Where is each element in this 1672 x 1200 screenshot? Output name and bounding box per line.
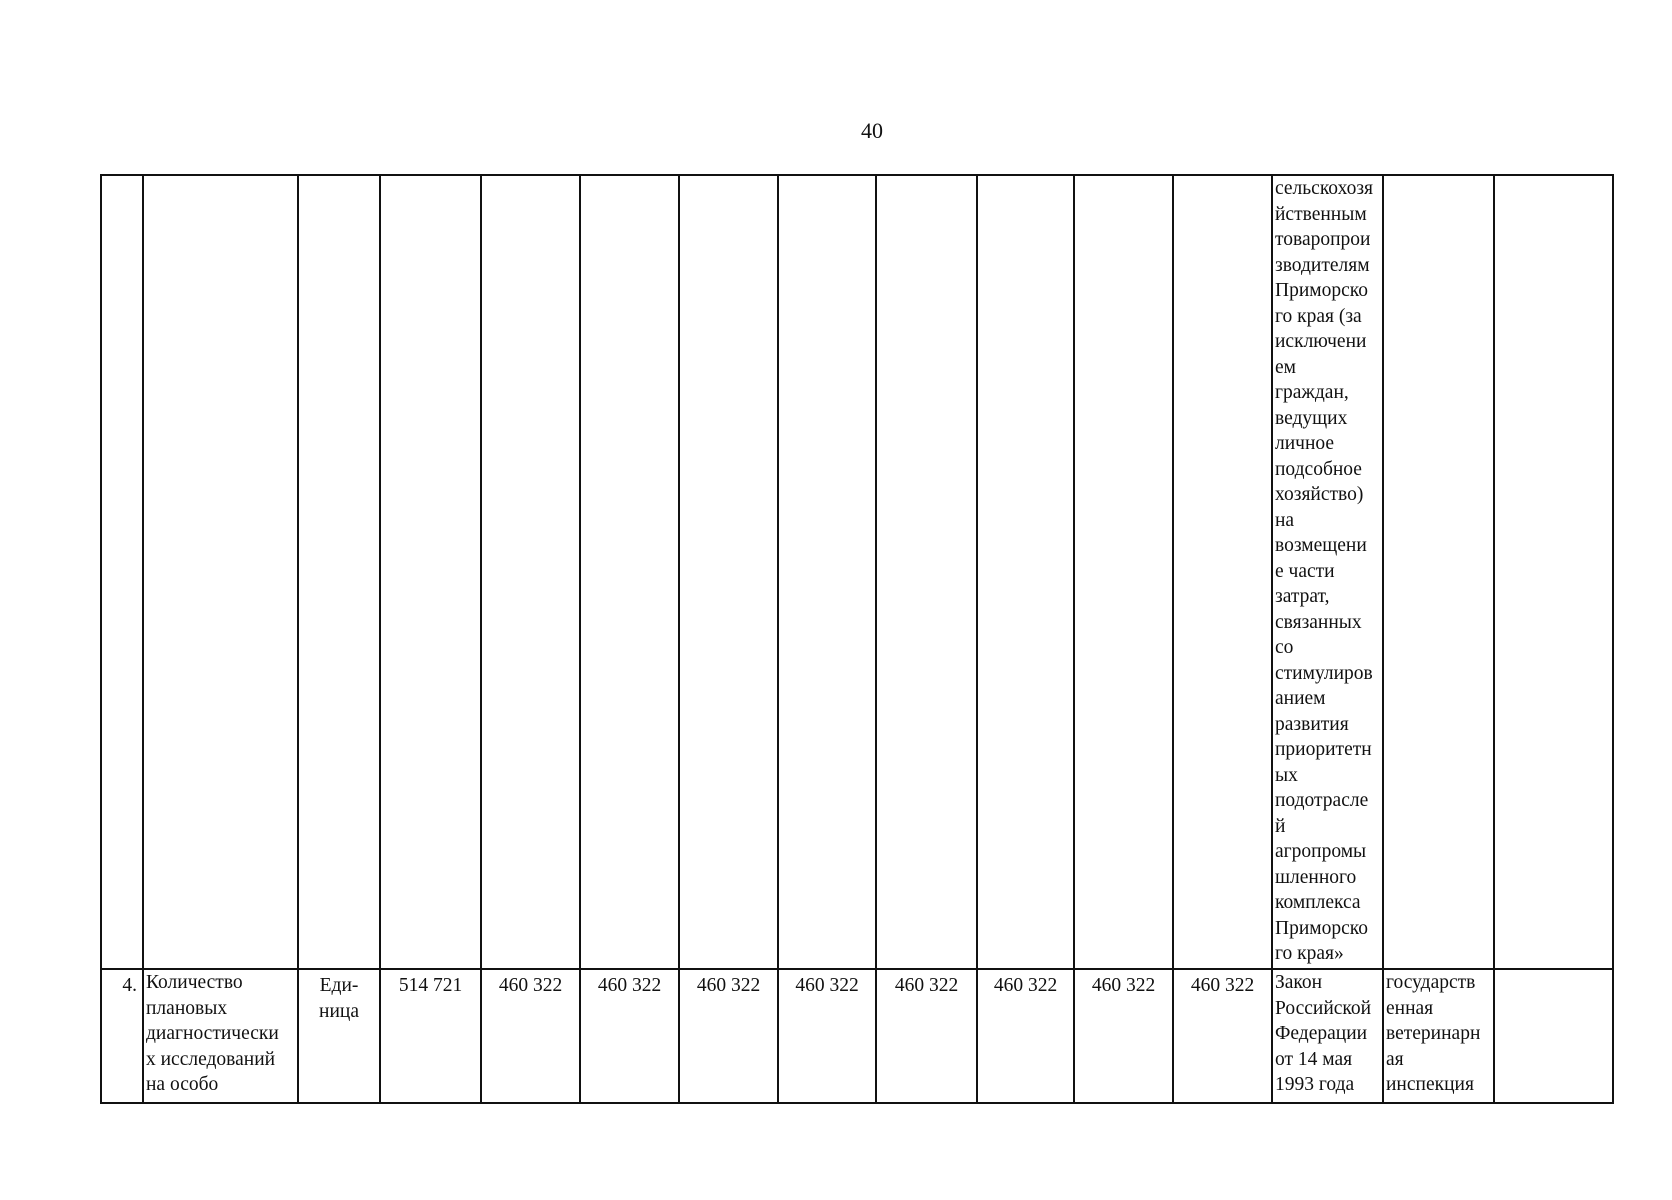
continuation-row	[101, 175, 1613, 969]
cell-unit	[298, 969, 380, 1103]
cell-value-empty	[481, 175, 580, 969]
cell-value: 460 322	[977, 969, 1074, 1103]
cell-unit-empty	[298, 175, 380, 969]
cell-indicator-empty	[143, 175, 298, 969]
cell-value: 460 322	[876, 969, 977, 1103]
text-line: инспекция	[1386, 1074, 1474, 1095]
text-line: Федерации	[1275, 1023, 1368, 1044]
text-line: товаропрои	[1275, 229, 1371, 250]
cell-value: 460 322	[580, 969, 679, 1103]
cell-value: 460 322	[778, 969, 876, 1103]
text-line: исключени	[1275, 331, 1367, 352]
text-line: подотрасле	[1275, 790, 1369, 811]
text-line: Закон	[1275, 972, 1323, 993]
text-line: сельскохозя	[1275, 178, 1374, 199]
text-line: анием	[1275, 688, 1326, 709]
text-line: ая	[1386, 1048, 1404, 1070]
cell-basis	[1272, 969, 1383, 1103]
cell-value: 514 721	[380, 969, 481, 1103]
text-line: зводителям	[1275, 254, 1370, 276]
text-line: плановых	[146, 997, 228, 1019]
cell-indicator	[143, 969, 298, 1103]
cell-last-empty	[1494, 175, 1613, 969]
text-line: комплекса	[1275, 892, 1361, 913]
table-row-4	[101, 969, 1613, 1103]
text-line: агропромы	[1275, 841, 1367, 862]
text-line: на	[1275, 509, 1295, 531]
cell-value-empty	[679, 175, 778, 969]
cell-basis-continuation	[1272, 175, 1383, 969]
cell-executor-empty	[1383, 175, 1494, 969]
cell-value-empty	[580, 175, 679, 969]
text-line: х исследований	[146, 1048, 276, 1070]
text-line: граждан,	[1275, 382, 1349, 403]
text-line: Еди-	[319, 975, 359, 996]
text-line: стимулиров	[1275, 662, 1373, 684]
text-line: государств	[1386, 972, 1476, 993]
cell-value: 460 322	[1173, 969, 1272, 1103]
text-line: енная	[1386, 997, 1434, 1019]
text-line: ветеринарн	[1386, 1023, 1481, 1044]
text-line: шленного	[1275, 866, 1357, 888]
cell-last	[1494, 969, 1613, 1103]
text-line: развития	[1275, 713, 1349, 735]
text-line: Количество	[146, 972, 243, 993]
cell-value-empty	[1074, 175, 1173, 969]
text-line: Приморско	[1275, 280, 1368, 301]
page-number: 40	[861, 118, 883, 143]
cell-value-empty	[1173, 175, 1272, 969]
text-line: ых	[1275, 764, 1298, 786]
text-line: го края (за	[1275, 305, 1362, 327]
cell-index: 4.	[101, 969, 143, 1103]
text-line: приоритетн	[1275, 739, 1372, 760]
text-line: хозяйство)	[1275, 484, 1364, 505]
text-line: 1993 года	[1275, 1074, 1355, 1095]
cell-executor	[1383, 969, 1494, 1103]
text-line: связанных	[1275, 611, 1362, 633]
text-line: йственным	[1275, 203, 1367, 225]
text-line: ем	[1275, 356, 1296, 378]
text-line: подсобное	[1275, 458, 1362, 480]
cell-value-empty	[977, 175, 1074, 969]
text-line: возмещени	[1275, 535, 1367, 556]
cell-value-empty	[380, 175, 481, 969]
text-line: Российской	[1275, 997, 1372, 1019]
text-line: личное	[1275, 433, 1335, 454]
text-line: й	[1275, 815, 1286, 837]
text-line: со	[1275, 637, 1294, 658]
text-line: го края»	[1275, 943, 1344, 964]
text-line: ведущих	[1275, 407, 1348, 429]
cell-value-empty	[778, 175, 876, 969]
cell-index-empty	[101, 175, 143, 969]
text-line: диагностически	[146, 1023, 279, 1044]
text-line: затрат,	[1275, 586, 1330, 607]
cell-value-empty	[876, 175, 977, 969]
text-line: на особо	[146, 1074, 219, 1095]
text-line: Приморско	[1275, 917, 1368, 939]
cell-value: 460 322	[1074, 969, 1173, 1103]
cell-value: 460 322	[481, 969, 580, 1103]
indicator-table	[100, 174, 1614, 1104]
text-line: от 14 мая	[1275, 1048, 1353, 1070]
text-line: е части	[1275, 560, 1335, 582]
cell-value: 460 322	[679, 969, 778, 1103]
text-line: ница	[319, 1000, 359, 1022]
